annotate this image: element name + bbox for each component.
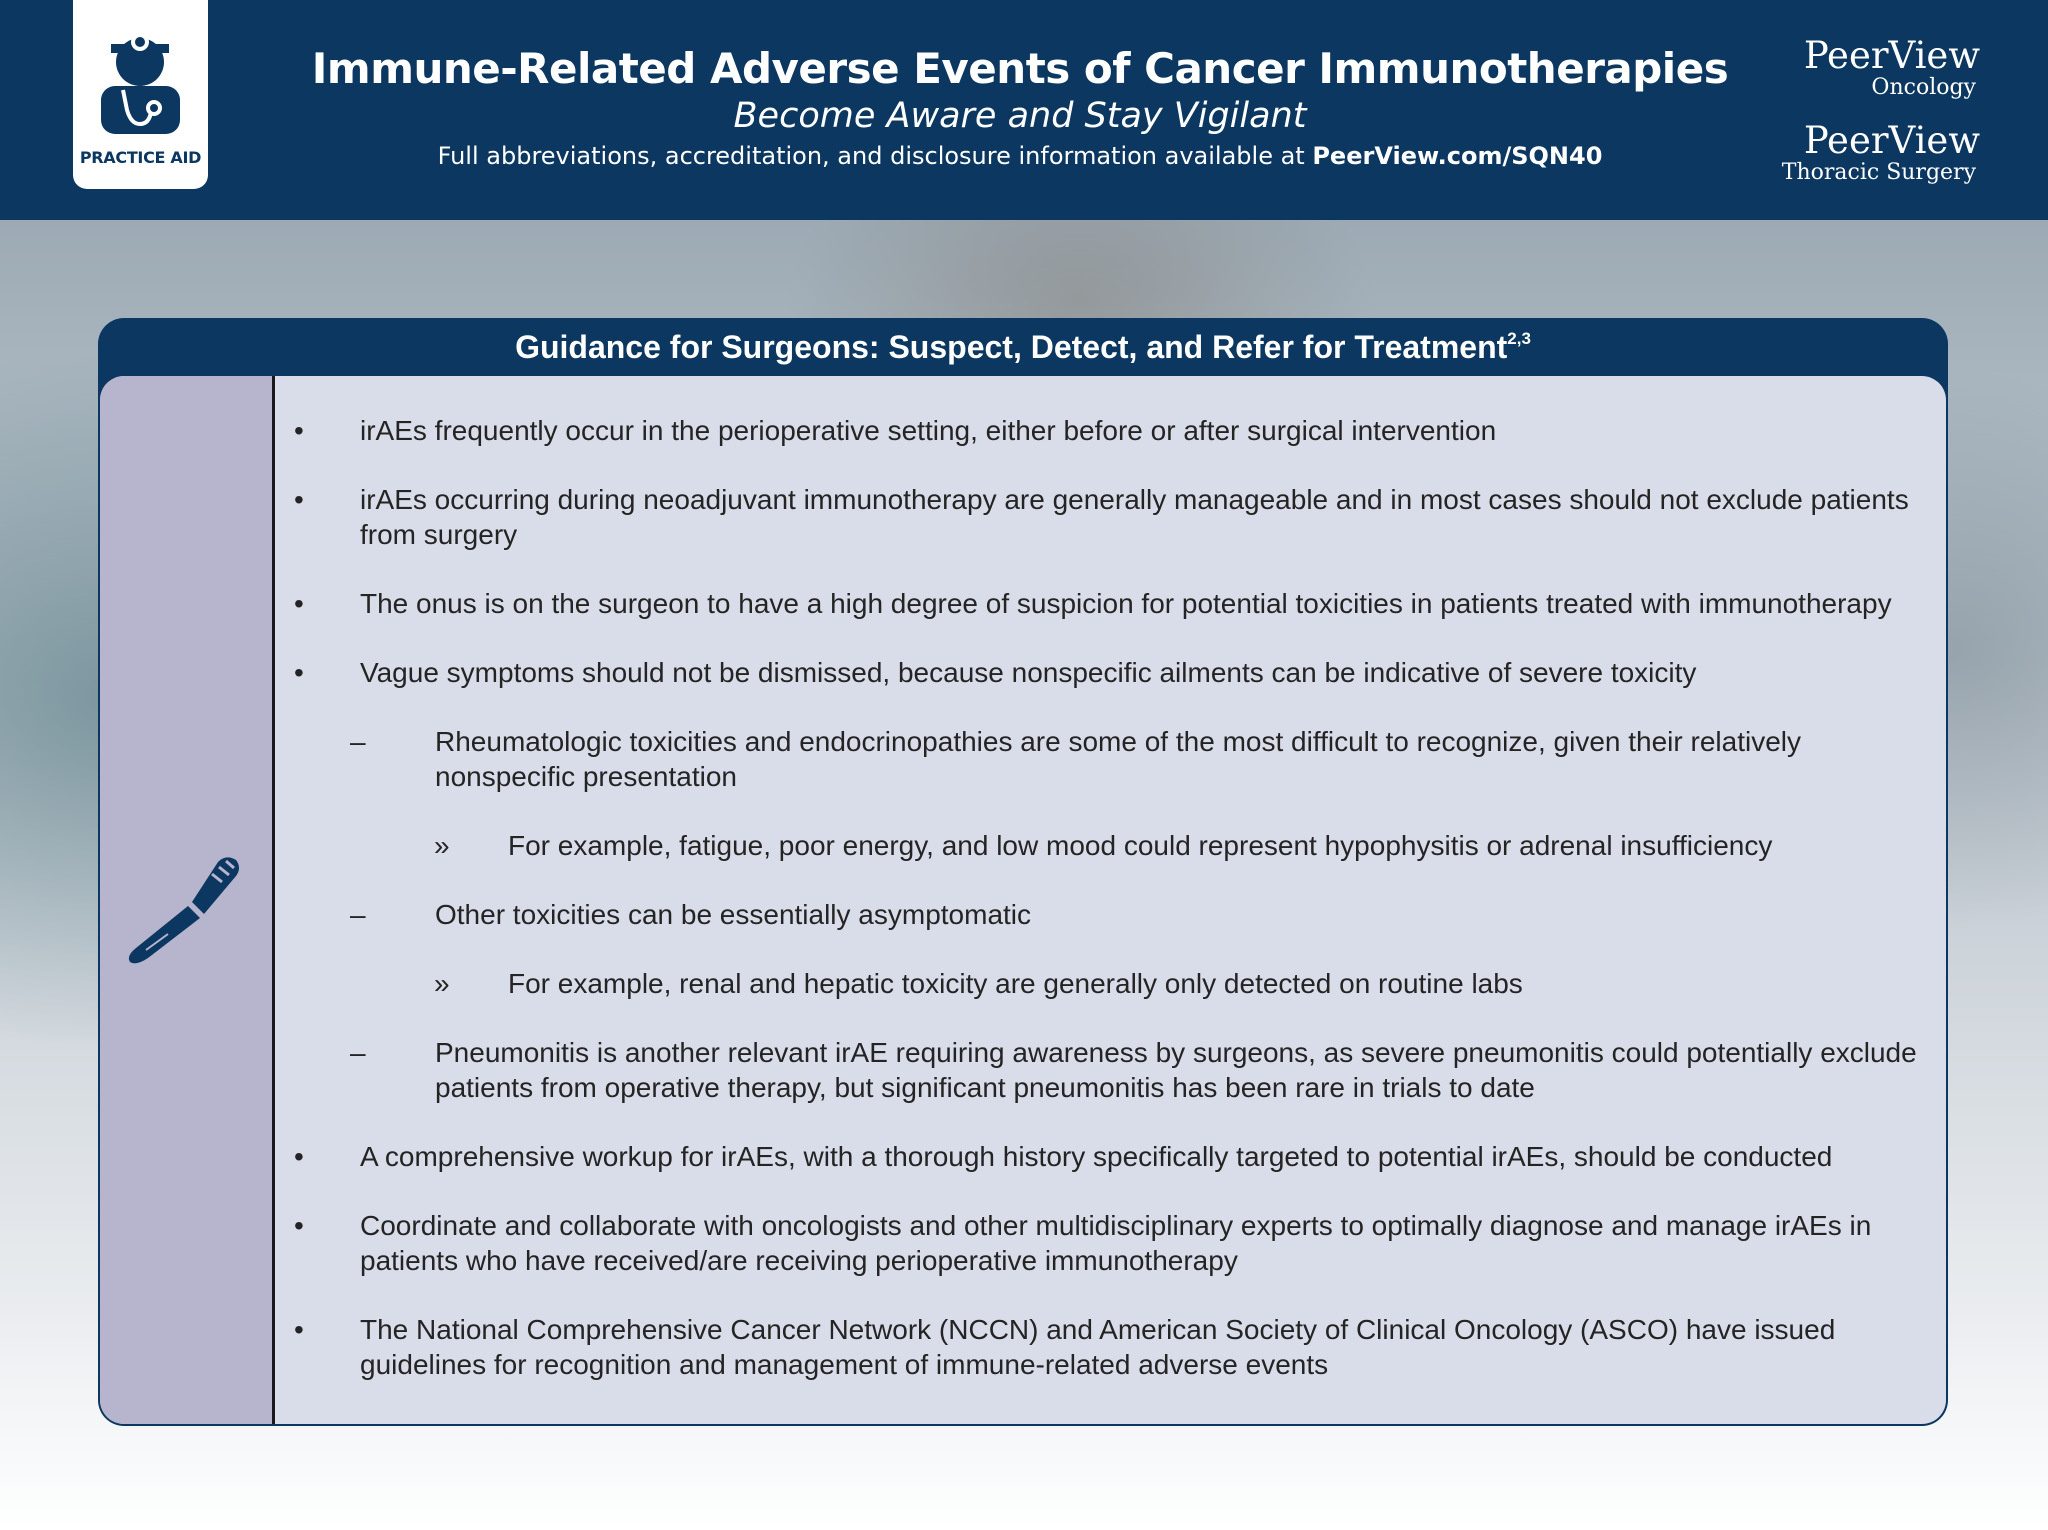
list-item [270,413,1930,448]
scalpel-icon [122,844,252,974]
list-item-text: Other toxicities can be essentially asymptomatic [435,899,1032,930]
list-item-text: Vague symptoms should not be dismissed, because nonspecific ailments can be indicative of severe toxicity [360,657,1697,688]
list-item [270,1312,1930,1382]
info-link[interactable]: PeerView.com/SQN40 [1312,142,1603,170]
dash-marker: – [350,726,366,757]
bullet-marker: • [294,1210,304,1241]
list-item [270,1139,1930,1174]
list-item-text: A comprehensive workup for irAEs, with a thorough history specifically targeted to potential irAEs, should be conducted [360,1141,1833,1172]
practice-aid-badge [73,0,208,189]
arrow-marker: » [434,830,450,861]
list-item-text: The National Comprehensive Cancer Network (NCCN) and American Society of Clinical Oncology (ASCO) have issued guidelines for recognition and management of immune-related adverse events [360,1314,1836,1380]
header-banner [0,0,2048,220]
list-item [270,586,1930,621]
bullet-marker: • [294,588,304,619]
list-item-text: For example, fatigue, poor energy, and low mood could represent hypophysitis or adrenal insufficiency [508,830,1773,861]
list-item-text: irAEs occurring during neoadjuvant immunotherapy are generally manageable and in most cases should not exclude patients from surgery [360,484,1909,550]
dash-marker: – [350,899,366,930]
list-item-text: The onus is on the surgeon to have a high degree of suspicion for potential toxicities in patients treated with immunotherapy [360,588,1892,619]
card-body [100,376,1946,1424]
info-line [300,138,1740,174]
bullet-marker: • [294,415,304,446]
sub-sub-list-item [270,966,1930,1001]
list-item-text: irAEs frequently occur in the perioperative setting, either before or after surgical intervention [360,415,1497,446]
guidance-card [98,318,1948,1426]
arrow-marker: » [434,968,450,999]
guidance-list [270,413,1930,1382]
list-item-text: Coordinate and collaborate with oncologists and other multidisciplinary experts to optimally diagnose and manage irAEs in patients who have received/are receiving perioperative immunotherapy [360,1210,1872,1276]
brand-name: PeerView [1803,119,1980,162]
badge-label: PRACTICE AID [79,148,202,167]
sub-list-item [270,1035,1930,1105]
bullet-marker: • [294,484,304,515]
card-sidebar [100,376,275,1424]
bullet-marker: • [294,1141,304,1172]
sub-sub-list-item [270,828,1930,863]
dash-marker: – [350,1037,366,1068]
card-title [98,318,1948,376]
brand-oncology [1804,36,1980,100]
brand-sub: Thoracic Surgery [1781,160,1976,185]
list-item-text: For example, renal and hepatic toxicity are generally only detected on routine labs [508,968,1523,999]
brand-thoracic-surgery [1782,121,1980,185]
page-subtitle: Become Aware and Stay Vigilant [733,96,1307,136]
sub-list-item [270,724,1930,794]
list-item-text: Rheumatologic toxicities and endocrinopathies are some of the most difficult to recognize, given their relatively nonspecific presentation [435,726,1801,792]
card-title-superscript: 2,3 [1507,329,1531,348]
list-item [270,1208,1930,1278]
bullet-marker: • [294,657,304,688]
doctor-icon [97,28,184,136]
list-item [270,482,1930,552]
bullet-marker: • [294,1314,304,1345]
page-title: Immune-Related Adverse Events of Cancer Immunotherapies [311,44,1729,93]
brand-sub: Oncology [1871,75,1976,100]
sub-list-item [270,897,1930,932]
list-item-text: Pneumonitis is another relevant irAE requiring awareness by surgeons, as severe pneumonitis could potentially exclude patients from operative therapy, but significant pneumonitis has been rare in trials to date [435,1037,1917,1103]
header-titles [300,38,1740,174]
brand-name: PeerView [1803,34,1980,77]
card-title-text: Guidance for Surgeons: Suspect, Detect, and Refer for Treatment [515,329,1508,365]
info-text: Full abbreviations, accreditation, and disclosure information available at [437,142,1313,170]
list-item [270,655,1930,690]
